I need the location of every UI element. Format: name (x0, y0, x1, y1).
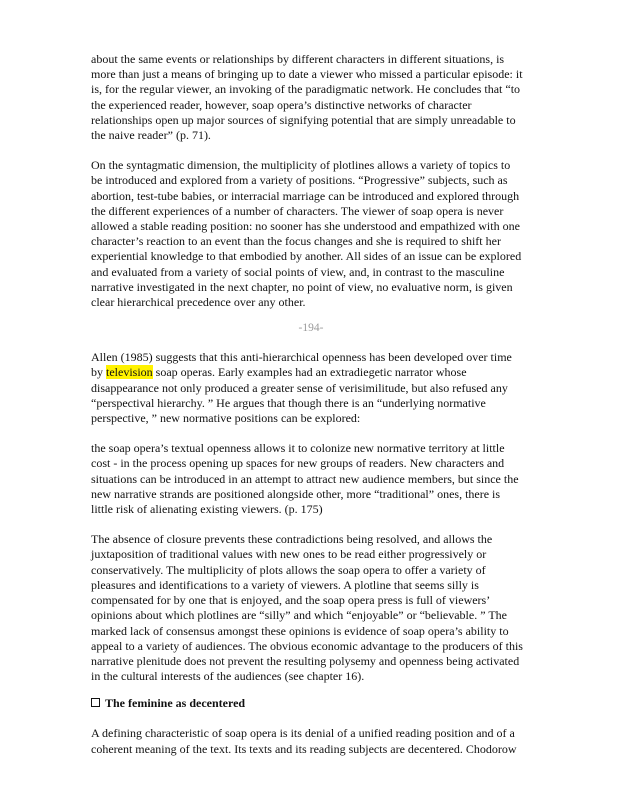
text-line: abortion, test-tube babies, or interracial marriage can be introduced and explored through (91, 188, 520, 203)
text-line: experiential knowledge to that embodied by another. All sides of an issue can be explored (91, 249, 522, 264)
text-line: The absence of closure prevents these contradictions being resolved, and allows the (91, 532, 493, 547)
document-page (91, 52, 531, 757)
text-line: cost - in the process opening up spaces for new groups of readers. New characters and (91, 456, 505, 471)
text-line: marked lack of consensus amongst these opinions is evidence of soap opera’s ability to (91, 623, 509, 638)
text-line: On the syntagmatic dimension, the multiplicity of plotlines allows a variety of topics to (91, 158, 511, 173)
text-line: be introduced and explored from a variety of positions. “Progressive” subjects, such as (91, 173, 508, 188)
text-line: narrative investigated in the next chapter, no point of view, no evaluative norm, is given (91, 279, 513, 294)
text-line: more than just a means of bringing up to date a viewer who missed a particular episode: it (91, 67, 523, 82)
text-line: the soap opera’s textual openness allows it to colonize new normative territory at little (91, 441, 505, 456)
paragraph-3 (91, 350, 531, 426)
text-line: the different experiences of a number of characters. The viewer of soap opera is never (91, 203, 504, 218)
search-highlight: television (106, 365, 153, 380)
text-line: little risk of alienating existing viewers. (p. 175) (91, 502, 323, 517)
text-line: disappearance not only produced a greater sense of verisimilitude, but also refused any (91, 380, 508, 395)
text-line: conservatively. The multiplicity of plots allows the soap opera to offer a variety of (91, 562, 486, 577)
text-line: in the cultural interests of the audiences (see chapter 16). (91, 669, 365, 684)
section-heading-text: The feminine as decentered (105, 696, 246, 711)
text-line: situations can be introduced in an attempt to attract new audience members, but since the (91, 471, 519, 486)
text-line: perspective, ” new normative positions can be explored: (91, 411, 361, 426)
text-line: pleasures and identifications to a variety of viewers. A plotline that seems silly is (91, 577, 479, 592)
text-line: about the same events or relationships by different characters in different situations, is (91, 52, 505, 66)
text-line: appeal to a variety of audiences. The obvious economic advantage to the producers of this (91, 638, 523, 653)
text-line: coherent meaning of the text. Its texts and its reading subjects are decentered. Chodorow (91, 741, 517, 756)
paragraph-4 (91, 532, 531, 684)
page-number: -194- (298, 322, 324, 335)
text-line: and evaluated from a variety of social points of view, and, in contrast to the masculine (91, 264, 505, 279)
section-heading (91, 696, 531, 711)
text-line: allowed a stable reading position: no sooner has she understood and empathized with one (91, 219, 520, 234)
text-line: compensated for by one that is enjoyed, and the soap opera press is full of viewers’ (91, 593, 491, 608)
text-line: juxtaposition of traditional values with new ones to be read either progressively or (91, 547, 487, 562)
text-line: character’s reaction to an event than the focus changes and she is required to shift her (91, 234, 501, 249)
block-quote (91, 441, 531, 517)
text-line: opinions about which plotlines are “silly” and which “enjoyable” or “believable. ” The (91, 608, 507, 623)
paragraph-1 (91, 52, 531, 143)
text-line (91, 365, 531, 380)
text-segment: by (91, 365, 106, 380)
text-line: Allen (1985) suggests that this anti-hierarchical openness has been developed over time (91, 350, 512, 365)
paragraph-5 (91, 726, 531, 756)
text-line: “perspectival hierarchy. ” He argues that though there is an “underlying normative (91, 395, 486, 410)
text-segment: soap operas. Early examples had an extradiegetic narrator whose (152, 365, 467, 380)
paragraph-2 (91, 158, 531, 310)
text-line: the naive reader” (p. 71). (91, 128, 211, 143)
text-line: relationships open up major sources of signifying potential that are simply unreadable to (91, 112, 516, 127)
text-line: new narrative strands are positioned alongside other, more “traditional” ones, there is (91, 486, 501, 501)
text-line: is, for the regular viewer, an invoking of the paradigmatic network. He concludes that “to (91, 82, 521, 97)
checkbox-square-icon (91, 698, 100, 707)
text-line: narrative plenitude does not prevent the resulting polysemy and openness being activated (91, 653, 520, 668)
text-line: the experienced reader, however, soap opera’s distinctive networks of character (91, 97, 472, 112)
text-line: clear hierarchical precedence over any other. (91, 295, 306, 310)
text-line: A defining characteristic of soap opera is its denial of a unified reading position and of a (91, 726, 515, 741)
